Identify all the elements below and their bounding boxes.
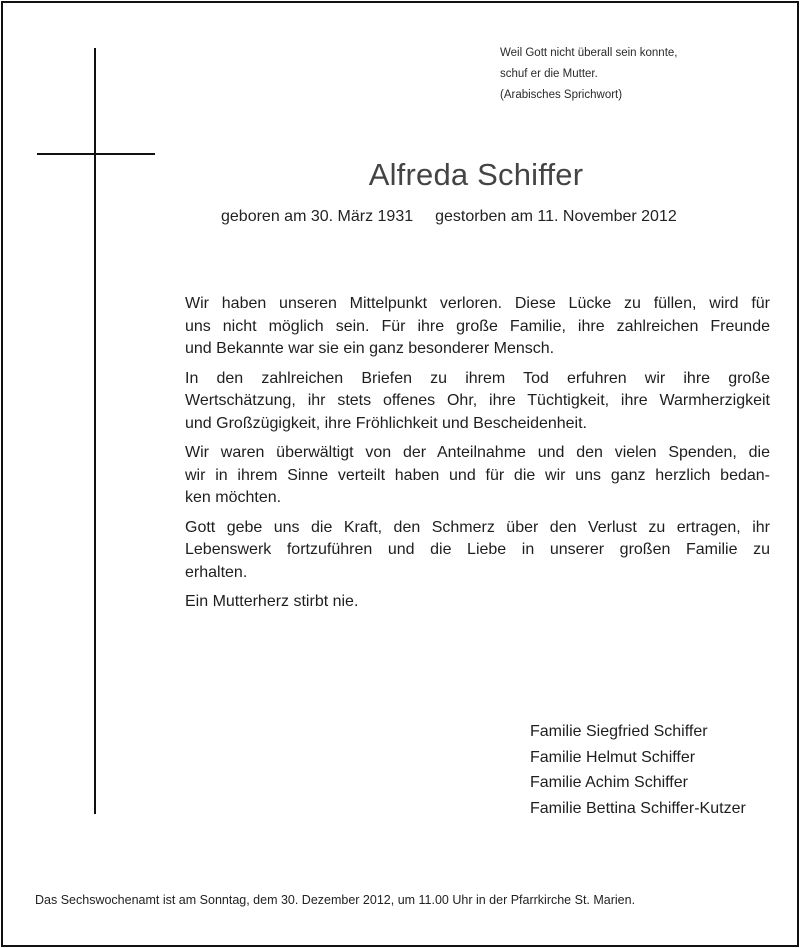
text-line: und Bekannte war sie ein ganz besonderer Mensch. bbox=[185, 340, 555, 357]
family-signatures bbox=[530, 719, 746, 821]
deceased-name: Alfreda Schiffer bbox=[368, 157, 584, 192]
paragraph bbox=[185, 517, 770, 585]
text-line: erhalten. bbox=[185, 563, 248, 581]
text-line: Wir haben unseren Mittelpunkt verloren. Diese Lücke zu füllen, wird für bbox=[185, 295, 770, 312]
motto-quote bbox=[500, 43, 780, 106]
signature-line: Familie Helmut Schiffer bbox=[530, 748, 696, 766]
signature-line: Familie Siegfried Schiffer bbox=[530, 723, 708, 740]
death-date: gestorben am 11. November 2012 bbox=[435, 208, 677, 225]
life-dates bbox=[221, 207, 677, 227]
cross-vertical-bar bbox=[94, 48, 96, 814]
obituary-frame bbox=[1, 1, 799, 947]
text-line: und Großzügigkeit, ihre Fröhlichkeit und Bescheidenheit. bbox=[185, 414, 587, 432]
text-line: wir in ihrem Sinne verteilt haben und für die wir uns ganz herzlich bedan- bbox=[185, 466, 770, 484]
paragraph bbox=[185, 442, 770, 510]
paragraph bbox=[185, 368, 770, 436]
motto-line: Weil Gott nicht überall sein konnte, bbox=[500, 47, 678, 59]
paragraph bbox=[185, 293, 770, 361]
text-line: Lebenswerk fortzuführen und die Liebe in unserer großen Familie zu bbox=[185, 541, 770, 558]
text-line: ken möchten. bbox=[185, 489, 282, 506]
text-line: uns nicht möglich sein. Für ihre große Familie, ihre zahlreichen Freunde bbox=[185, 317, 770, 335]
signature-line: Familie Achim Schiffer bbox=[530, 774, 688, 791]
cross-horizontal-bar bbox=[37, 153, 155, 155]
text-line: Wir waren überwältigt von der Anteilnahme und den vielen Spenden, die bbox=[185, 444, 770, 461]
obituary-text bbox=[185, 293, 770, 621]
motto-line: (Arabisches Sprichwort) bbox=[500, 89, 623, 101]
memorial-service-notice: Das Sechswochenamt ist am Sonntag, dem 30. Dezember 2012, um 11.00 Uhr in der Pfarrkirche St. Marien. bbox=[35, 893, 636, 907]
birth-date: geboren am 30. März 1931 bbox=[221, 208, 414, 225]
text-line: Ein Mutterherz stirbt nie. bbox=[185, 593, 359, 610]
text-line: Gott gebe uns die Kraft, den Schmerz über den Verlust zu ertragen, ihr bbox=[185, 518, 770, 536]
paragraph bbox=[185, 591, 770, 614]
text-line: Wertschätzung, ihr stets offenes Ohr, ihre Tüchtigkeit, ihre Warmherzigkeit bbox=[185, 392, 770, 409]
motto-line: schuf er die Mutter. bbox=[500, 68, 598, 80]
text-line: In den zahlreichen Briefen zu ihrem Tod erfuhren wir ihre große bbox=[185, 369, 770, 387]
signature-line: Familie Bettina Schiffer-Kutzer bbox=[530, 799, 746, 817]
